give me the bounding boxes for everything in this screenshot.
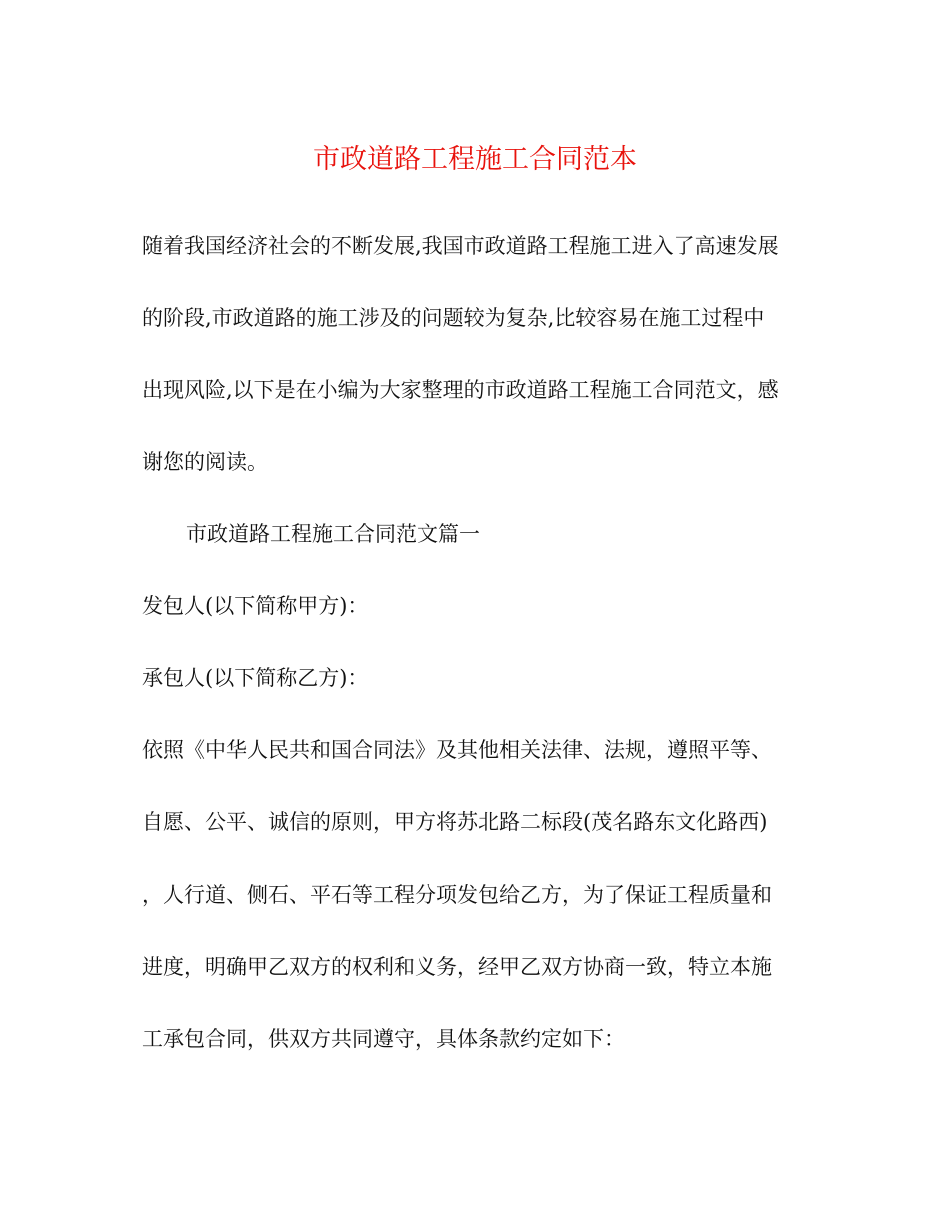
section-heading: 市政道路工程施工合同范文篇一 [186, 522, 480, 546]
body-line: 谢您的阅读。 [142, 450, 268, 474]
contractor-line: 承包人(以下简称乙方)： [142, 666, 369, 690]
body-line: 的阶段,市政道路的施工涉及的问题较为复杂,比较容易在施工过程中 [142, 306, 765, 330]
body-line: 随着我国经济社会的不断发展,我国市政道路工程施工进入了高速发展 [142, 234, 779, 258]
body-line: ，人行道、侧石、平石等工程分项发包给乙方，为了保证工程质量和 [142, 883, 772, 907]
body-line: 出现风险,以下是在小编为大家整理的市政道路工程施工合同范文，感 [142, 378, 779, 402]
body-line: 进度，明确甲乙双方的权利和义务，经甲乙双方协商一致，特立本施 [142, 955, 772, 979]
document-title: 市政道路工程施工合同范本 [313, 144, 637, 175]
body-line: 自愿、公平、诚信的原则，甲方将苏北路二标段(茂名路东文化路西) [142, 810, 768, 834]
body-line: 依照《中华人民共和国合同法》及其他相关法律、法规，遵照平等、 [142, 738, 772, 762]
employer-line: 发包人(以下简称甲方)： [142, 594, 369, 618]
body-line: 工承包合同，供双方共同遵守，具体条款约定如下： [142, 1027, 625, 1051]
